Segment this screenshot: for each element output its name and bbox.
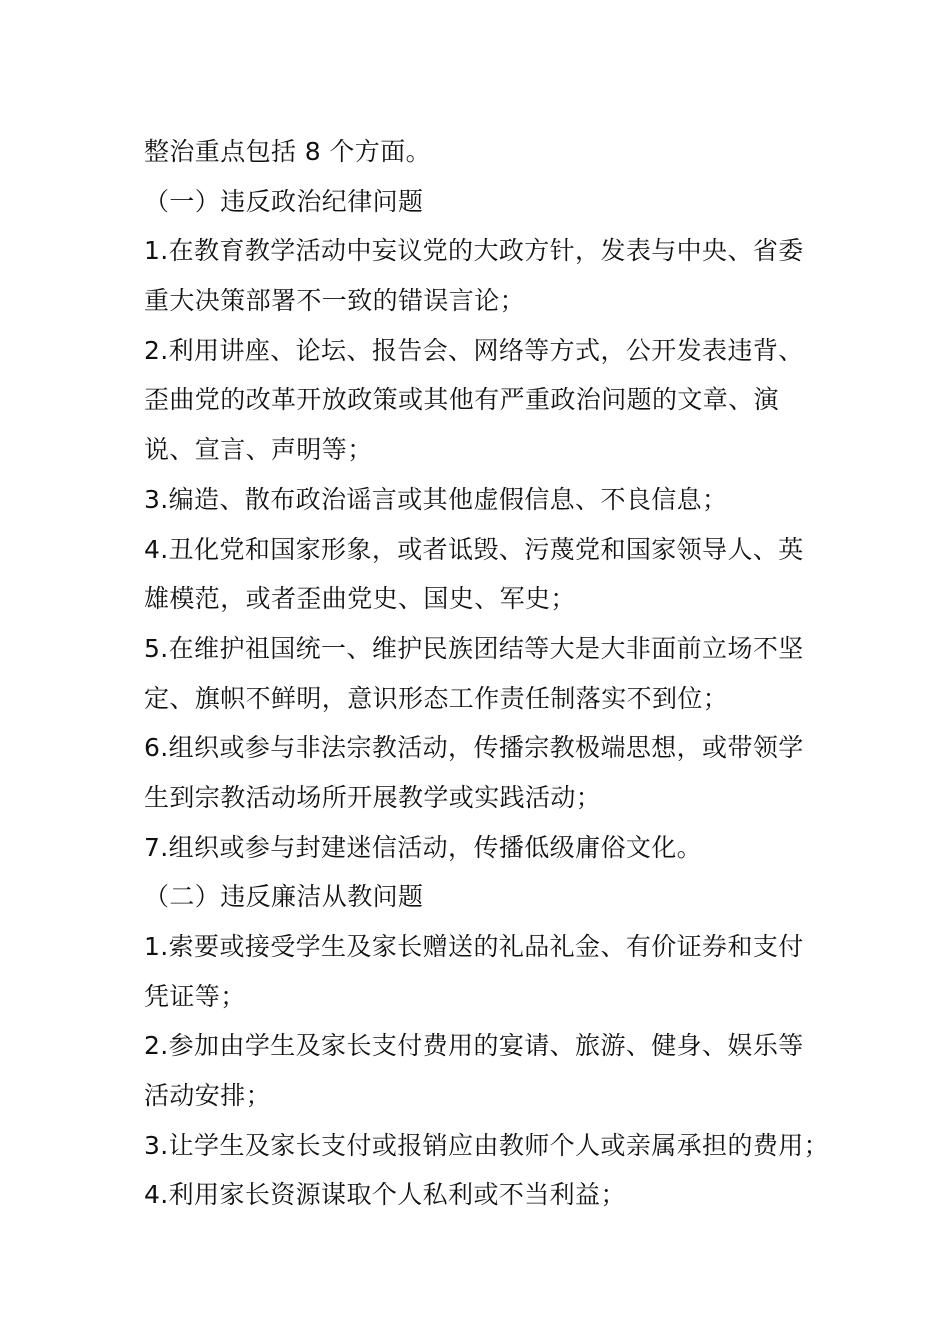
text-line: 歪曲党的改革开放政策或其他有严重政治问题的文章、演 bbox=[144, 385, 780, 415]
text-line: 1.在教育教学活动中妄议党的大政方针，发表与中央、省委 bbox=[144, 236, 804, 266]
text-line: 2.参加由学生及家长支付费用的宴请、旅游、健身、娱乐等 bbox=[144, 1031, 804, 1061]
text-line: 活动安排； bbox=[144, 1081, 272, 1111]
text-line: 4.利用家长资源谋取个人私利或不当利益； bbox=[144, 1180, 626, 1210]
document-body bbox=[144, 127, 828, 1220]
text-line: 1.索要或接受学生及家长赠送的礼品礼金、有价证券和支付 bbox=[144, 932, 804, 961]
text-line: 6.组织或参与非法宗教活动，传播宗教极端思想，或带领学 bbox=[144, 733, 804, 763]
text-line: 说、宣言、声明等； bbox=[144, 435, 373, 465]
text-line: 5.在维护祖国统一、维护民族团结等大是大非面前立场不坚 bbox=[144, 633, 804, 663]
intro-line: 整治重点包括 8 个方面。 bbox=[144, 137, 432, 166]
section-heading-integrity: （二）违反廉洁从教问题 bbox=[144, 882, 424, 912]
text-line: 定、旗帜不鲜明，意识形态工作责任制落实不到位； bbox=[144, 683, 729, 713]
section-heading-political: （一）违反政治纪律问题 bbox=[144, 186, 424, 216]
text-line: 7.组织或参与封建迷信活动，传播低级庸俗文化。 bbox=[144, 832, 703, 862]
text-line: 凭证等； bbox=[144, 981, 246, 1011]
text-line: 雄模范，或者歪曲党史、国史、军史； bbox=[144, 584, 576, 614]
text-line: 2.利用讲座、论坛、报告会、网络等方式，公开发表违背、 bbox=[144, 335, 804, 365]
text-line: 3.让学生及家长支付或报销应由教师个人或亲属承担的费用； bbox=[144, 1130, 830, 1160]
text-line: 生到宗教活动场所开展教学或实践活动； bbox=[144, 782, 602, 812]
text-line: 重大决策部署不一致的错误言论； bbox=[144, 286, 526, 316]
text-line: 3.编造、散布政治谣言或其他虚假信息、不良信息； bbox=[144, 484, 728, 514]
text-line: 4.丑化党和国家形象，或者诋毁、污蔑党和国家领导人、英 bbox=[144, 534, 804, 564]
